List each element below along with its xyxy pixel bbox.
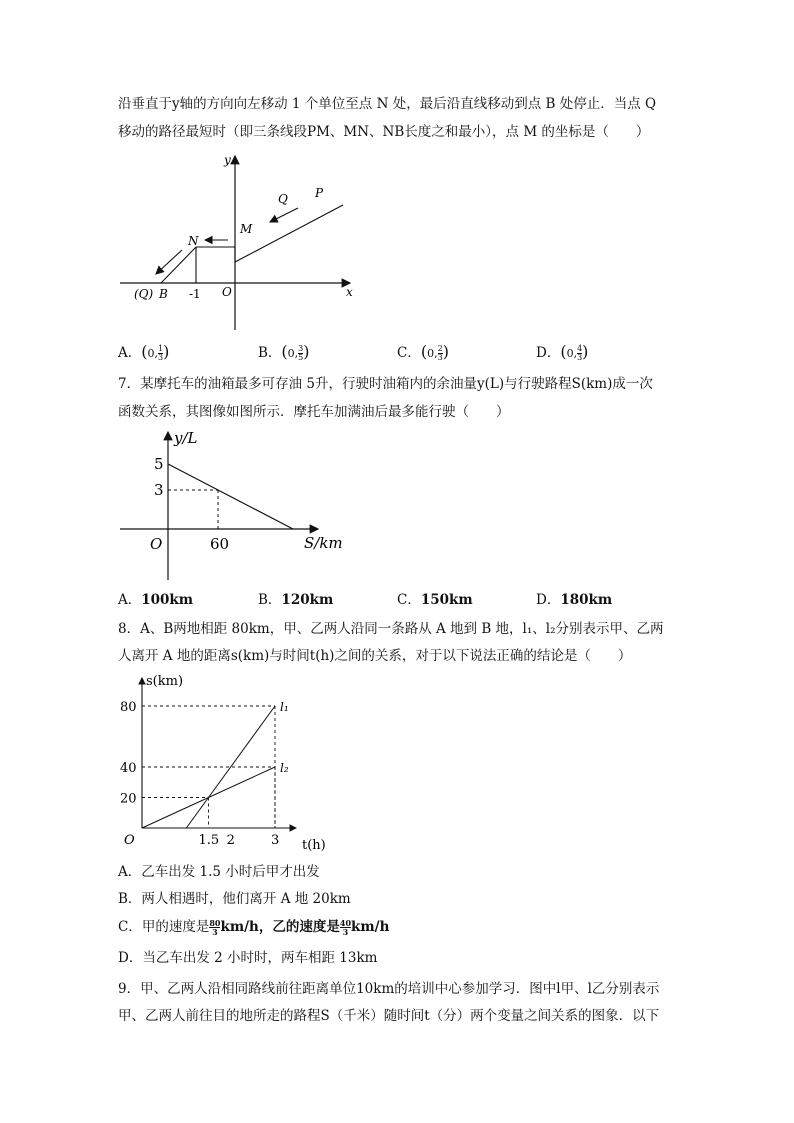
- q8-option-c[interactable]: C．甲的速度是 $\frac{80}{3}$ km/h，乙的速度是 $\frac{40}{3}$ km/h: [118, 918, 390, 937]
- q6-option-d[interactable]: D．(0, $\frac{4}{3}$ ): [536, 342, 589, 362]
- q6-label-minus1: -1: [189, 287, 201, 301]
- q6-label-x: x: [346, 285, 353, 299]
- q8-ylabel: s(km): [146, 674, 184, 689]
- q8-option-b[interactable]: B．两人相遇时，他们离开 A 地 20km: [118, 891, 351, 907]
- q6-arrow-q: [270, 208, 298, 222]
- q7-xtick: 60: [210, 535, 230, 553]
- q7-series-line: [168, 464, 293, 529]
- q6-label-qb: (Q): [134, 287, 154, 301]
- q7-ylabel: y/L: [174, 429, 198, 447]
- q6-label-b: B: [159, 287, 168, 301]
- q8-chart: [118, 670, 328, 855]
- q6-label-n: N: [188, 234, 199, 248]
- q8-option-a[interactable]: A．乙车出发 1.5 小时后甲才出发: [118, 864, 320, 880]
- q8-line2: 人离开 A 地的距离s(km)与时间t(h)之间的关系，对于以下说法正确的结论是（ ）: [118, 648, 632, 664]
- q8-series-name-1: l₁: [280, 700, 289, 714]
- q8-ytick: 80: [120, 700, 137, 715]
- q8-series-name-2: l₂: [280, 761, 289, 775]
- q6-label-m: M: [240, 222, 253, 236]
- q6-line2: 移动的路径最短时（即三条线段PM、MN、NB长度之和最小），点 M 的坐标是（ ）: [118, 124, 650, 140]
- q7-origin: O: [150, 535, 163, 553]
- q8-xtick: 1.5: [198, 833, 220, 848]
- q8-xlabel: t(h): [302, 838, 326, 853]
- q7-option-a[interactable]: A．100km: [118, 592, 194, 608]
- q7-ytick: 3: [154, 481, 164, 499]
- q8-xtick: 2: [226, 833, 235, 848]
- q7-option-c[interactable]: C．150km: [397, 592, 473, 608]
- q7-option-b[interactable]: B．120km: [258, 592, 334, 608]
- q7-chart: [118, 428, 358, 583]
- q6-option-a[interactable]: A．(0, $\frac{1}{3}$ ): [118, 342, 170, 362]
- q8-xtick: 3: [271, 833, 280, 848]
- q7-xlabel: S/km: [304, 534, 343, 552]
- q8-option-d[interactable]: D．当乙车出发 2 小时时，两车相距 13km: [118, 950, 378, 966]
- q7-line2: 函数关系，其图像如图所示．摩托车加满油后最多能行驶（ ）: [118, 404, 510, 420]
- q6-label-q: Q: [278, 192, 288, 206]
- q6-label-y: y: [224, 153, 231, 167]
- q6-label-p: P: [315, 186, 324, 200]
- q6-figure: [118, 150, 368, 335]
- q6-label-o: O: [222, 285, 232, 299]
- q8-ytick: 20: [120, 791, 137, 807]
- q7-line1: 7．某摩托车的油箱最多可存油 5升，行驶时油箱内的余油量y(L)与行驶路程S(km)成一次: [118, 376, 653, 392]
- q8-origin: O: [124, 833, 135, 848]
- q9-line2: 甲、乙两人前往目的地所走的路程S（千米）随时间t（分）两个变量之间关系的图象．以下: [118, 1008, 660, 1024]
- q9-line1: 9．甲、乙两人沿相同路线前往距离单位10km的培训中心参加学习．图中l甲、l乙分别表示: [118, 981, 660, 997]
- q6-line1: 沿垂直于y轴的方向向左移动 1 个单位至点 N 处，最后沿直线移动到点 B 处停止．当点 Q: [118, 96, 657, 112]
- q8-series-line-1: [186, 706, 275, 828]
- q6-option-b[interactable]: B．(0, $\frac{3}{5}$ ): [258, 342, 310, 362]
- q7-option-d[interactable]: D．180km: [536, 592, 613, 608]
- q7-ytick: 5: [154, 455, 164, 473]
- q6-option-c[interactable]: C．(0, $\frac{2}{3}$ ): [397, 342, 449, 362]
- q6-arrow-nb: [156, 250, 182, 274]
- q8-line1: 8．A、B两地相距 80km，甲、乙两人沿同一条路从 A 地到 B 地，l₁、l₂分别表示甲、乙两: [118, 621, 664, 637]
- q8-ytick: 40: [120, 761, 137, 776]
